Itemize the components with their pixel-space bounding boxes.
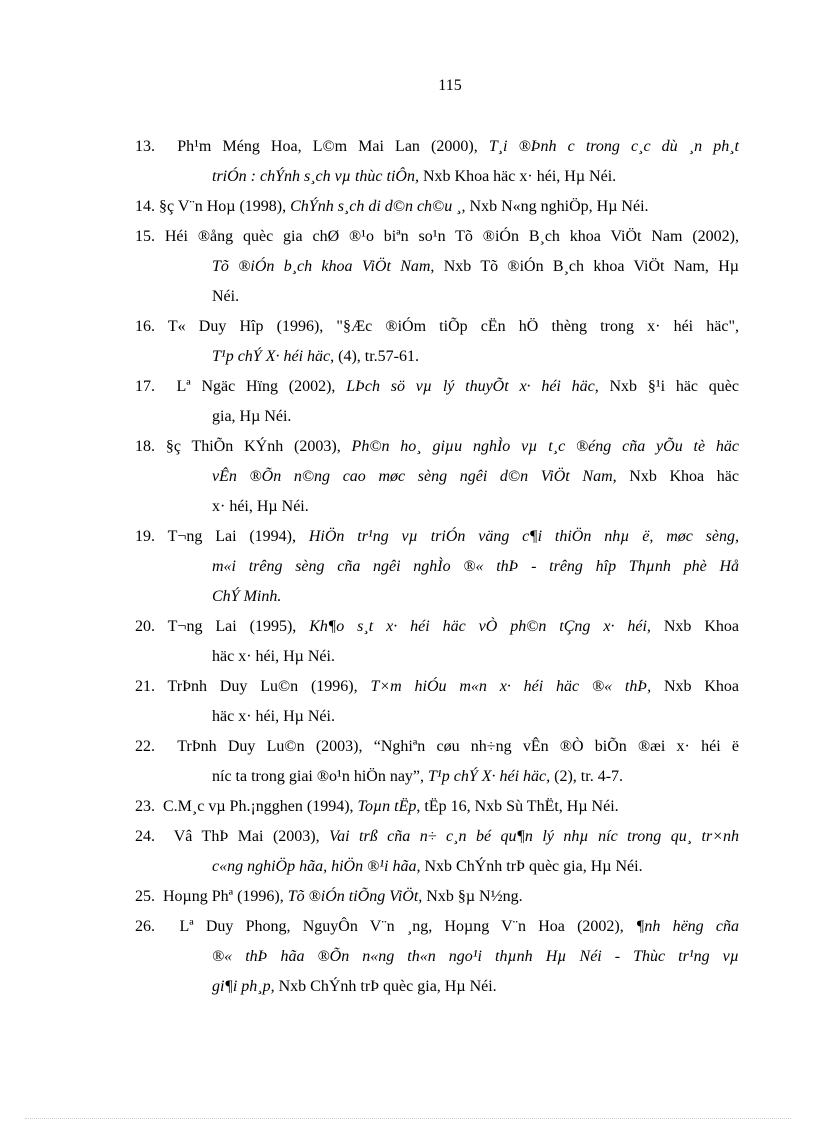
reference-item: 16. T« Duy Hîp (1996), "§Æc ®iÓm tiÕp cËn hÖ thèng trong x· héi häc", T¹p chÝ X· héi häc, (4), tr.57-61. [135, 318, 739, 365]
ref-number: 16. [135, 318, 155, 335]
reference-item: 13. Ph¹m Méng Hoa, L©m Mai Lan (2000), T¸i ®Þnh c trong c¸c dù ¸n ph¸t triÓn : chÝnh s¸ch vµ thùc tiÔn, Nxb Khoa häc x· héi, Hµ Néi. [135, 138, 739, 185]
page-number: 115 [438, 77, 462, 94]
ref-number: 15. [135, 228, 155, 245]
ref-number: 18. [135, 438, 155, 455]
ref-number: 24. [135, 828, 155, 845]
reference-item: 14. §ç V¨n Hoµ (1998), ChÝnh s¸ch di d©n ch©u ¸, Nxb N«ng nghiÖp, Hµ Néi. [135, 198, 649, 215]
ref-number: 21. [135, 678, 155, 695]
reference-item: 17. Lª Ngäc Hïng (2002), LÞch sö vµ lý thuyÕt x· héi häc, Nxb §¹i häc quèc gia, Hµ Néi. [135, 378, 739, 425]
ref-number: 19. [135, 528, 155, 545]
reference-item: 24. Vâ ThÞ Mai (2003), Vai trß cña n÷ c¸n bé qu¶n lý nhµ níc trong qu¸ tr×nh c«ng nghiÖp hãa, hiÖn ®¹i hãa, Nxb ChÝnh trÞ quèc gia, Hµ Néi. [135, 828, 739, 875]
reference-item: 18. §ç ThiÕn KÝnh (2003), Ph©n ho¸ giµu nghÌo vµ t¸c ®éng cña yÕu tè häc vÊn ®Õn n©ng cao møc sèng ngêi d©n ViÖt Nam, Nxb Khoa häc x· héi, Hµ Néi. [135, 438, 740, 515]
reference-item: 15. Héi ®ång quèc gia chØ ®¹o biªn so¹n Tõ ®iÓn B¸ch khoa ViÖt Nam (2002), Tõ ®iÓn b¸ch khoa ViÖt Nam, Nxb Tõ ®iÓn B¸ch khoa ViÖt Nam, Hµ Néi. [135, 228, 740, 305]
reference-item: 23. C.M¸c vµ Ph.¡ngghen (1994), Toµn tËp, tËp 16, Nxb Sù ThËt, Hµ Néi. [135, 798, 619, 815]
page-bottom-divider [25, 1118, 791, 1119]
ref-number: 14. [135, 198, 155, 215]
ref-number: 22. [135, 738, 155, 755]
reference-item: 22. TrÞnh Duy Lu©n (2003), “Nghiªn cøu nh÷ng vÊn ®Ò biÕn ®æi x· héi ë níc ta trong giai ®o¹n hiÖn nay”, T¹p chÝ X· héi häc, (2), tr. 4-7. [135, 738, 739, 785]
reference-item: 20. T¬ng Lai (1995), Kh¶o s¸t x· héi häc vÒ ph©n tÇng x· héi, Nxb Khoa häc x· héi, Hµ Néi. [135, 618, 739, 665]
reference-item: 25. Hoµng Phª (1996), Tõ ®iÓn tiÕng ViÖt, Nxb §µ N½ng. [135, 888, 523, 905]
ref-number: 25. [135, 888, 155, 905]
ref-number: 23. [135, 798, 155, 815]
ref-number: 20. [135, 618, 155, 635]
ref-number: 13. [135, 138, 155, 155]
reference-list [135, 132, 739, 1002]
reference-item: 19. T¬ng Lai (1994), HiÖn tr¹ng vµ triÓn väng c¶i thiÖn nhµ ë, møc sèng, m«i trêng sèng cña ngêi nghÌo ®« thÞ - trêng hîp Thµnh phè Hå ChÝ Minh. [135, 528, 740, 605]
reference-item: 26. Lª Duy Phong, NguyÔn V¨n ¸ng, Hoµng V¨n Hoa (2002), ¶nh hëng cña ®« thÞ hãa ®Õn n«ng th«n ngo¹i thµnh Hµ Néi - Thùc tr¹ng vµ gi¶i ph¸p, Nxb ChÝnh trÞ quèc gia, Hµ Néi. [135, 918, 739, 995]
ref-number: 17. [135, 378, 155, 395]
ref-number: 26. [135, 918, 155, 935]
reference-item: 21. TrÞnh Duy Lu©n (1996), T×m hiÓu m«n x· héi häc ®« thÞ, Nxb Khoa häc x· héi, Hµ Néi. [135, 678, 740, 725]
